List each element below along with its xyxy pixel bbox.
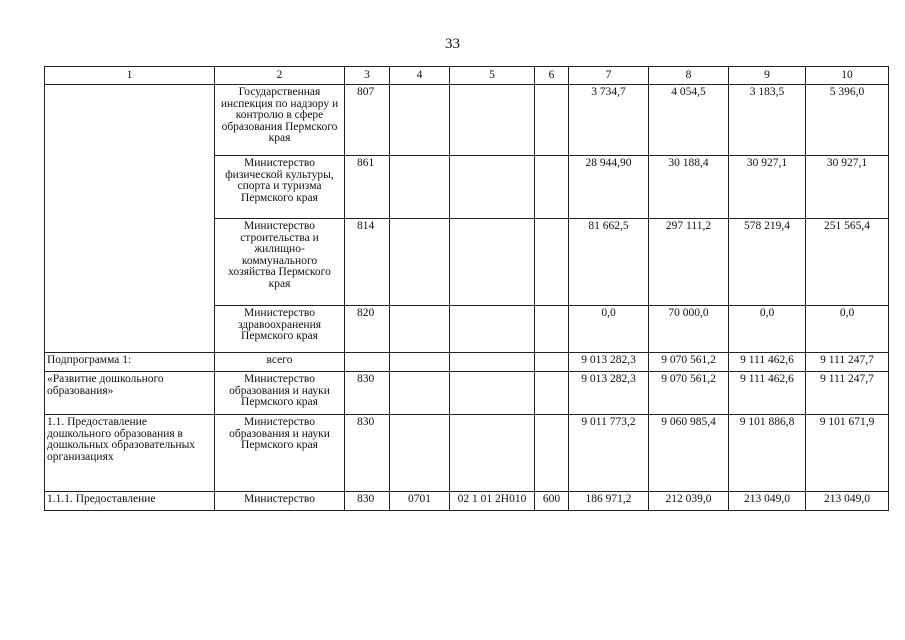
target-code-cell (450, 219, 535, 306)
column-header: 9 (729, 67, 806, 85)
column-header: 2 (215, 67, 345, 85)
amount-cell: 28 944,90 (569, 156, 649, 219)
amount-cell: 297 111,2 (649, 219, 729, 306)
section-code-cell (390, 219, 450, 306)
table-row (45, 85, 889, 156)
amount-cell: 9 011 773,2 (569, 415, 649, 492)
amount-cell: 9 111 247,7 (806, 353, 889, 372)
expense-type-cell (535, 306, 569, 353)
amount-cell: 30 927,1 (806, 156, 889, 219)
amount-cell: 9 013 282,3 (569, 353, 649, 372)
grbs-code-cell: 814 (345, 219, 390, 306)
program-cell: «Развитие дошкольного образования» (45, 372, 215, 415)
expense-type-cell (535, 372, 569, 415)
executor-cell: Министерство образования и науки Пермского края (215, 372, 345, 415)
table-header-row (45, 67, 889, 85)
executor-cell: Государственная инспекция по надзору и контролю в сфере образования Пермского края (215, 85, 345, 156)
column-header: 10 (806, 67, 889, 85)
target-code-cell (450, 353, 535, 372)
table-row (45, 372, 889, 415)
grbs-code-cell: 830 (345, 415, 390, 492)
program-cell: 1.1.1. Предоставление (45, 492, 215, 511)
budget-table (44, 66, 889, 511)
target-code-cell (450, 306, 535, 353)
column-header: 4 (390, 67, 450, 85)
expense-type-cell (535, 219, 569, 306)
target-code-cell: 02 1 01 2Н010 (450, 492, 535, 511)
amount-cell: 186 971,2 (569, 492, 649, 511)
grbs-code-cell: 830 (345, 372, 390, 415)
amount-cell: 212 039,0 (649, 492, 729, 511)
program-cell: Подпрограмма 1: (45, 353, 215, 372)
amount-cell: 9 070 561,2 (649, 353, 729, 372)
amount-cell: 9 111 462,6 (729, 353, 806, 372)
column-header: 1 (45, 67, 215, 85)
program-cell: 1.1. Предоставление дошкольного образования в дошкольных образовательных организациях (45, 415, 215, 492)
column-header: 6 (535, 67, 569, 85)
column-header: 7 (569, 67, 649, 85)
table-row (45, 353, 889, 372)
grbs-code-cell (345, 353, 390, 372)
column-header: 3 (345, 67, 390, 85)
amount-cell: 213 049,0 (806, 492, 889, 511)
target-code-cell (450, 85, 535, 156)
executor-cell: всего (215, 353, 345, 372)
target-code-cell (450, 156, 535, 219)
section-code-cell: 0701 (390, 492, 450, 511)
target-code-cell (450, 372, 535, 415)
program-cell (45, 85, 215, 353)
expense-type-cell (535, 353, 569, 372)
expense-type-cell (535, 415, 569, 492)
section-code-cell (390, 353, 450, 372)
amount-cell: 9 070 561,2 (649, 372, 729, 415)
grbs-code-cell: 820 (345, 306, 390, 353)
amount-cell: 9 111 462,6 (729, 372, 806, 415)
column-header: 5 (450, 67, 535, 85)
target-code-cell (450, 415, 535, 492)
section-code-cell (390, 415, 450, 492)
grbs-code-cell: 830 (345, 492, 390, 511)
amount-cell: 30 188,4 (649, 156, 729, 219)
section-code-cell (390, 306, 450, 353)
amount-cell: 81 662,5 (569, 219, 649, 306)
amount-cell: 578 219,4 (729, 219, 806, 306)
amount-cell: 9 101 886,8 (729, 415, 806, 492)
expense-type-cell (535, 156, 569, 219)
amount-cell: 0,0 (569, 306, 649, 353)
amount-cell: 70 000,0 (649, 306, 729, 353)
executor-cell: Министерство здравоохранения Пермского края (215, 306, 345, 353)
executor-cell: Министерство образования и науки Пермского края (215, 415, 345, 492)
section-code-cell (390, 372, 450, 415)
amount-cell: 5 396,0 (806, 85, 889, 156)
column-header: 8 (649, 67, 729, 85)
amount-cell: 9 060 985,4 (649, 415, 729, 492)
expense-type-cell (535, 85, 569, 156)
amount-cell: 251 565,4 (806, 219, 889, 306)
amount-cell: 3 183,5 (729, 85, 806, 156)
amount-cell: 4 054,5 (649, 85, 729, 156)
amount-cell: 3 734,7 (569, 85, 649, 156)
amount-cell: 30 927,1 (729, 156, 806, 219)
grbs-code-cell: 807 (345, 85, 390, 156)
table-row (45, 492, 889, 511)
amount-cell: 9 111 247,7 (806, 372, 889, 415)
executor-cell: Министерство (215, 492, 345, 511)
executor-cell: Министерство строительства и жилищно-коммунального хозяйства Пермского края (215, 219, 345, 306)
expense-type-cell: 600 (535, 492, 569, 511)
table-row (45, 415, 889, 492)
amount-cell: 0,0 (729, 306, 806, 353)
amount-cell: 0,0 (806, 306, 889, 353)
amount-cell: 9 101 671,9 (806, 415, 889, 492)
section-code-cell (390, 85, 450, 156)
amount-cell: 9 013 282,3 (569, 372, 649, 415)
executor-cell: Министерство физической культуры, спорта и туризма Пермского края (215, 156, 345, 219)
amount-cell: 213 049,0 (729, 492, 806, 511)
section-code-cell (390, 156, 450, 219)
grbs-code-cell: 861 (345, 156, 390, 219)
page-number: 33 (445, 36, 460, 52)
